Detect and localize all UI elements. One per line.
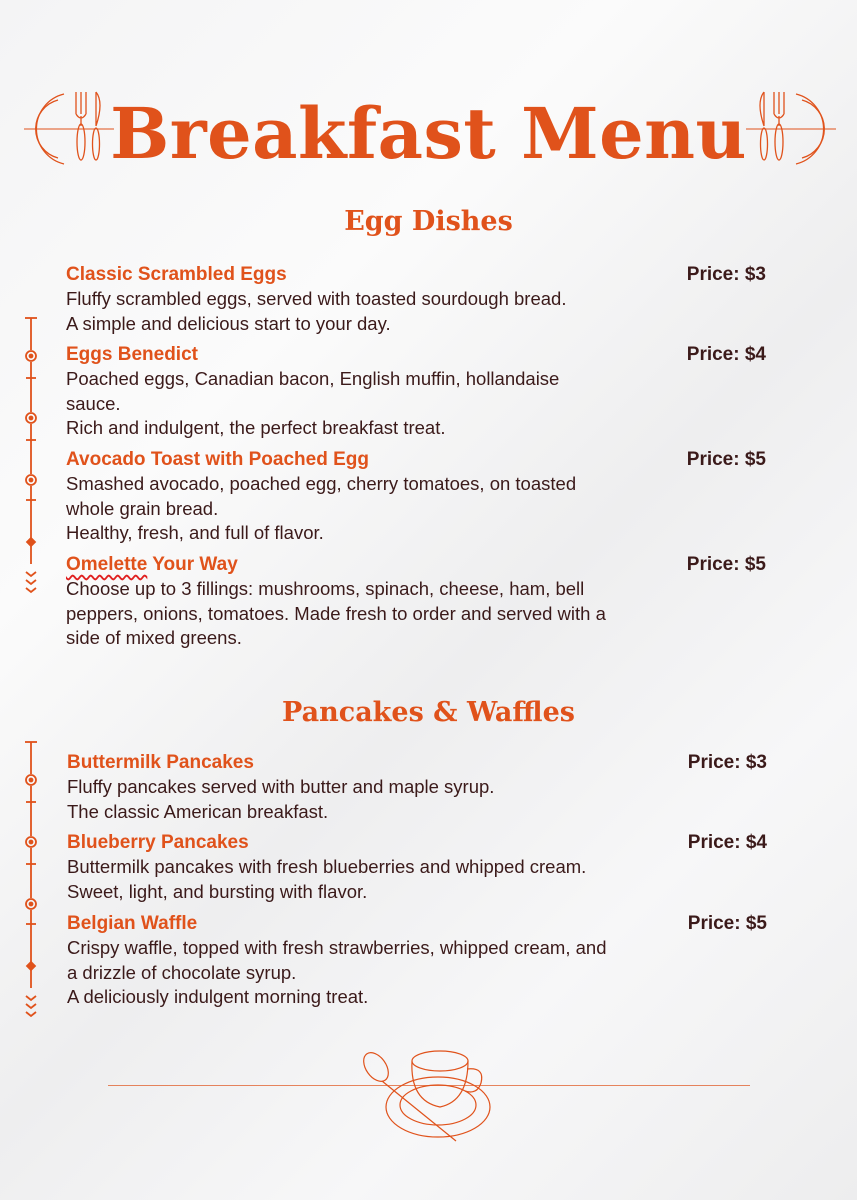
- item-description: Smashed avocado, poached egg, cherry tomatoes, on toasted whole grain bread. Healthy, fresh, and full of flavor.: [66, 473, 577, 543]
- menu-item: [67, 911, 767, 1010]
- item-description: Fluffy pancakes served with butter and maple syrup. The classic American breakfast.: [67, 776, 495, 822]
- item-name: Eggs Benedict: [66, 344, 198, 365]
- item-name: Belgian Waffle: [67, 913, 198, 934]
- timeline-icon: [22, 740, 40, 1026]
- menu-item: [66, 262, 766, 336]
- menu-item: [66, 552, 766, 651]
- section-title-pancakes-waffles: Pancakes & Waffles: [282, 697, 575, 728]
- item-name: Blueberry Pancakes: [67, 832, 249, 853]
- section-title-egg-dishes: Egg Dishes: [344, 206, 513, 237]
- page-title: Breakfast Menu: [110, 92, 747, 175]
- item-price: Price: $5: [686, 554, 766, 575]
- menu-item: [67, 750, 767, 824]
- item-name: Avocado Toast with Poached Egg: [66, 449, 369, 470]
- coffee-cup-icon: [360, 1045, 496, 1145]
- item-price: Price: $5: [687, 913, 767, 934]
- item-description: Fluffy scrambled eggs, served with toasted sourdough bread. A simple and delicious start to your day.: [66, 288, 567, 334]
- item-price: Price: $3: [687, 752, 767, 773]
- menu-item: [67, 830, 767, 904]
- item-description: Choose up to 3 fillings: mushrooms, spinach, cheese, ham, bell peppers, onions, tomatoes. Made fresh to order and served with a side of mixed greens.: [66, 578, 606, 648]
- menu-item: [66, 342, 766, 441]
- item-description: Crispy waffle, topped with fresh strawberries, whipped cream, and a drizzle of chocolate syrup. A deliciously indulgent morning treat.: [67, 937, 607, 1007]
- item-description: Poached eggs, Canadian bacon, English muffin, hollandaise sauce. Rich and indulgent, the perfect breakfast treat.: [66, 368, 560, 438]
- timeline-icon: [22, 316, 40, 602]
- item-name: Omelette Your Way: [66, 554, 238, 575]
- item-price: Price: $3: [686, 264, 766, 285]
- item-price: Price: $5: [686, 449, 766, 470]
- item-price: Price: $4: [687, 832, 767, 853]
- menu-item: [66, 447, 766, 546]
- item-price: Price: $4: [686, 344, 766, 365]
- item-name: Buttermilk Pancakes: [67, 752, 254, 773]
- item-name: Classic Scrambled Eggs: [66, 264, 287, 285]
- item-description: Buttermilk pancakes with fresh blueberries and whipped cream. Sweet, light, and bursting with flavor.: [67, 856, 587, 902]
